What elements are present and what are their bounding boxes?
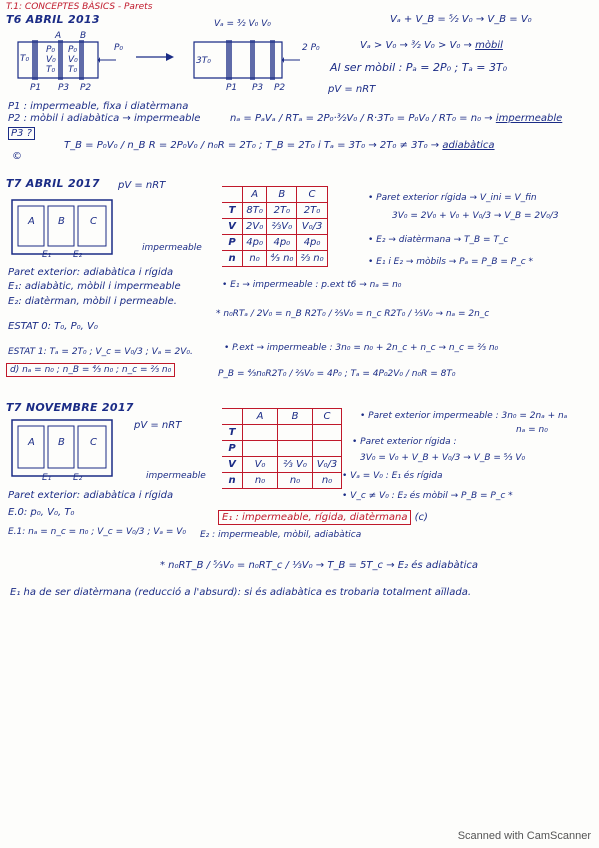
section-3-heading: T7 NOVEMBRE 2017 — [6, 401, 134, 414]
s1-p1: P1 : impermeable, fixa i diatèrmana — [8, 101, 189, 112]
table-row: T — [222, 425, 342, 441]
table-row: A B C — [222, 187, 327, 203]
section-2-heading: T7 ABRIL 2017 — [6, 177, 100, 190]
fig1-top-b: B — [80, 31, 87, 41]
s2-right-line: 3V₀ = 2V₀ + V₀ + V₀/3 → V_B = 2V₀/3 — [392, 211, 559, 221]
s1-eq-volume-sum: Vₐ + V_B = ⁵⁄₂ V₀ → V_B = V₀ — [390, 14, 532, 25]
s3-state-table — [222, 408, 342, 489]
fig1-right-p0: P₀ — [114, 43, 124, 53]
table-row: P 4p₀ 4p₀ 4p₀ — [222, 235, 327, 251]
s1-p2: P2 : mòbil i adiabàtica → impermeable — [8, 113, 201, 124]
section-1-heading: T6 ABRIL 2013 — [6, 13, 100, 26]
table-row: P — [222, 441, 342, 457]
s1-p3-answer: © — [12, 151, 22, 162]
s3-conclusion: E₁ ha de ser diatèrmana (reducció a l'absurd): si és adiabàtica es trobaria totalment aïllada. — [10, 587, 471, 598]
s3-right-line: • V_c ≠ V₀ : E₂ és mòbil → P_B = P_c * — [342, 491, 513, 501]
table-row: V 2V₀ ⅔V₀ V₀/3 — [222, 219, 327, 235]
s3-sub-e2: E₂ — [73, 473, 83, 483]
s2-right-line: • E₁ i E₂ → mòbils → Pₐ = P_B = P_c * — [368, 257, 533, 267]
s3-left-line: Paret exterior: adiabàtica i rígida — [8, 490, 174, 501]
s2-box-c: C — [90, 216, 97, 227]
table-row: A B C — [222, 409, 342, 425]
page-title: T.1: CONCEPTES BÀSICS - Parets — [6, 2, 153, 12]
table-row: n n₀ ⁴⁄₃ n₀ ⅔ n₀ — [222, 251, 327, 267]
s1-eq-pv: pV = nRT — [328, 84, 376, 95]
s3-box-b: B — [58, 437, 65, 448]
s2-answer-box: d) nₐ = n₀ ; n_B = ⁴⁄₃ n₀ ; n_c = ⅔ n₀ — [6, 366, 175, 376]
s1-p3-question: P3 ? — [8, 128, 35, 139]
table-row: T 8T₀ 2T₀ 2T₀ — [222, 203, 327, 219]
fig2-left-temp: 3T₀ — [196, 56, 211, 66]
s3-answer-box: E₁ : impermeable, rígida, diatèrmana (c) — [218, 512, 428, 523]
s2-right-line: • E₂ → diatèrmana → T_B = T_c — [368, 235, 509, 245]
s2-box-a: A — [28, 216, 35, 227]
fig2-bottom: P3 — [252, 83, 264, 93]
s3-left-line: E.0: p₀, V₀, T₀ — [8, 507, 75, 518]
s2-sub-e1: E₁ — [42, 250, 52, 260]
s2-box-b: B — [58, 216, 65, 227]
s3-right-line: nₐ = n₀ — [516, 425, 548, 435]
s2-right-line: • Paret exterior rígida → V_ini = V_fin — [368, 193, 537, 203]
s3-container-diagram — [10, 418, 118, 482]
s2-impermeable-note: impermeable — [142, 243, 202, 253]
s3-box-a: A — [28, 437, 35, 448]
s2-left-line: E₂: diatèrman, mòbil i permeable. — [8, 296, 177, 307]
s2-right-line: * n₀RTₐ / 2V₀ = n_B R2T₀ / ⅔V₀ = n_c R2T₀ / ⅓V₀ → nₐ = 2n_c — [216, 309, 490, 319]
fig2-bottom: P1 — [226, 83, 238, 93]
s1-eq-tb: T_B = P₀V₀ / n_B R = 2P₀V₀ / n₀R = 2T₀ ; T_B = 2T₀ i Tₐ = 3T₀ → 2T₀ ≠ 3T₀ → adiabàtica — [64, 140, 495, 151]
fig2-bottom: P2 — [274, 83, 286, 93]
arrow-icon — [134, 50, 176, 64]
s2-sub-e2: E₂ — [73, 250, 83, 260]
fig2-top-eq: Vₐ = ³⁄₂ V₀ V₀ — [214, 19, 271, 29]
table-row: n n₀ n₀ n₀ — [222, 473, 342, 489]
s3-star-eq: * n₀RT_B / ⁵⁄₃V₀ = n₀RT_c / ⅓V₀ → T_B = 5T_c → E₂ és adiabàtica — [160, 560, 478, 571]
fig2-right-pressure: 2 P₀ — [302, 43, 320, 53]
s2-left-line: Paret exterior: adiabàtica i rígida — [8, 267, 174, 278]
fig1-bottom: P3 — [58, 83, 70, 93]
s3-right-line: • Vₐ = V₀ : E₁ és rígida — [342, 471, 443, 481]
fig1-label: V₀ — [46, 55, 56, 65]
fig1-label: P₀ — [46, 45, 56, 55]
s1-eq-mobil: Al ser mòbil : Pₐ = 2P₀ ; Tₐ = 3T₀ — [330, 61, 508, 74]
s3-left-line: E₂ : impermeable, mòbil, adiabàtica — [200, 530, 362, 540]
s3-sub-e1: E₁ — [42, 473, 52, 483]
s3-right-line: • Paret exterior impermeable : 3n₀ = 2nₐ + nₐ — [360, 411, 568, 421]
fig1-top-a: A — [55, 31, 62, 41]
s2-pv: pV = nRT — [118, 180, 166, 191]
fig1-label: T₀ — [68, 65, 78, 75]
scanner-watermark: Scanned with CamScanner — [457, 830, 591, 842]
s3-right-line: • Paret exterior rígida : — [352, 437, 457, 447]
fig1-label: V₀ — [68, 55, 78, 65]
s3-box-c: C — [90, 437, 97, 448]
s2-right-line: • E₁ → impermeable : p.ext t6 → nₐ = n₀ — [222, 280, 402, 290]
s2-right-line: • P.ext → impermeable : 3n₀ = n₀ + 2n_c + n_c → n_c = ⅔ n₀ — [224, 343, 499, 353]
s2-left-line: ESTAT 1: Tₐ = 2T₀ ; V_c = V₀/3 ; Vₐ = 2V₀. — [8, 347, 193, 357]
fig1-bottom: P1 — [30, 83, 42, 93]
s1-eq-va-gt: Vₐ > V₀ → ³⁄₂ V₀ > V₀ → mòbil — [360, 40, 503, 51]
fig1-bottom: P2 — [80, 83, 92, 93]
fig1-label: T₀ — [46, 65, 56, 75]
fig1-label: T₀ — [20, 54, 30, 64]
s2-left-line: E₁: adiabàtic, mòbil i impermeable — [8, 281, 181, 292]
s1-eq-na: nₐ = PₐVₐ / RTₐ = 2P₀·³⁄₂V₀ / R·3T₀ = P₀V₀ / RT₀ = n₀ → impermeable — [230, 113, 563, 124]
s3-left-line: E.1: nₐ = n_c = n₀ ; V_c = V₀/3 ; Vₐ = V₀ — [8, 527, 186, 537]
s2-state-table — [222, 186, 328, 267]
fig1-label: P₀ — [68, 45, 78, 55]
s3-impermeable-note: impermeable — [146, 471, 206, 481]
s2-right-line: P_B = ⁴⁄₃n₀R2T₀ / ⅔V₀ = 4P₀ ; Tₐ = 4P₀2V₀ / n₀R = 8T₀ — [218, 369, 456, 379]
s2-container-diagram — [10, 198, 118, 260]
s3-pv: pV = nRT — [134, 420, 182, 431]
table-row: V V₀ ⅔ V₀ V₀/3 — [222, 457, 342, 473]
s3-right-line: 3V₀ = V₀ + V_B + V₀/3 → V_B = ⁵⁄₃ V₀ — [360, 453, 526, 463]
s2-left-line: ESTAT 0: T₀, P₀, V₀ — [8, 321, 98, 332]
